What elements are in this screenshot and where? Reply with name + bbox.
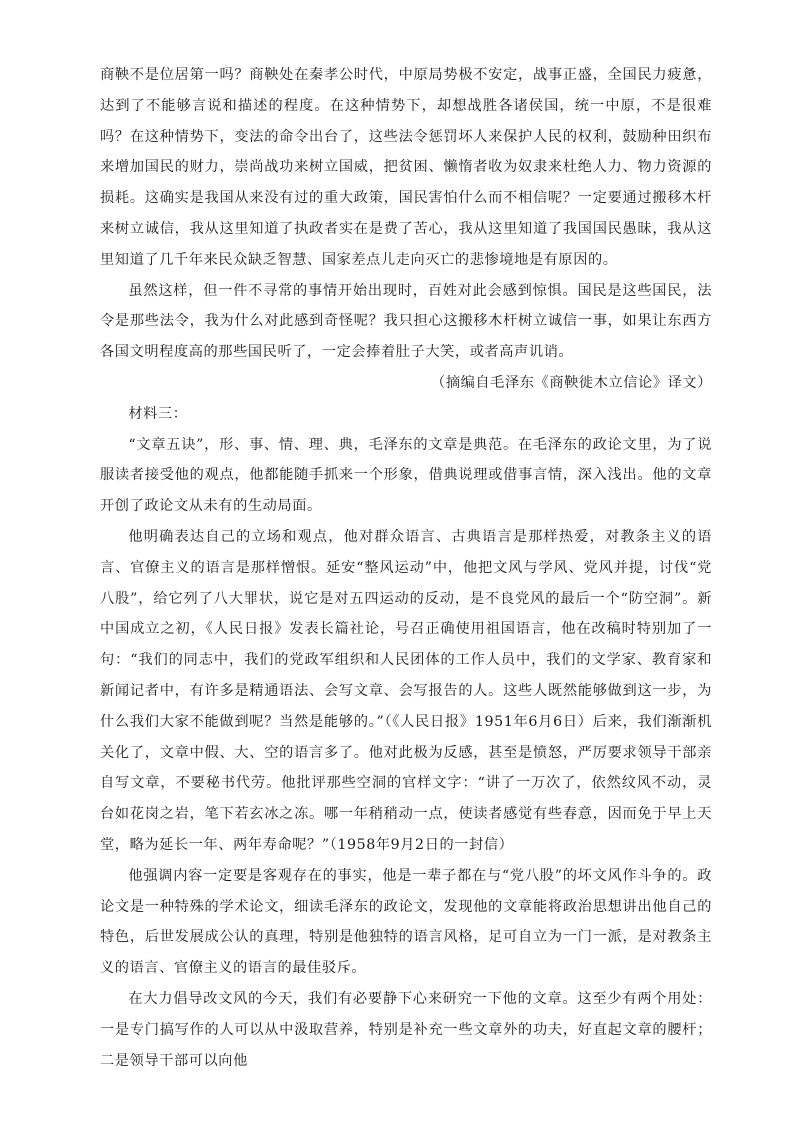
material3-paragraph-4: 在大力倡导改文风的今天，我们有必要静下心来研究一下他的文章。这至少有两个用处：一是专门搞写作的人可以从中汲取营养，特别是补充一些文章外的功夫，好直起文章的腰杆；二是领导干部可以向他	[100, 990, 712, 1069]
material2-paragraph-1: 商鞅不是位居第一吗？商鞅处在秦孝公时代，中原局势极不安定，战事正盛，全国民力疲惫，达到了不能够言说和描述的程度。在这种情势下，却想战胜各诸侯国，统一中原，不是很难吗？在这种情势下，变法的命令出台了，这些法令惩罚坏人来保护人民的权利，鼓励种田织布来增加国民的财力，崇尚战功来树立国威，把贫困、懒惰者收为奴隶来杜绝人力、物力资源的损耗。这确实是我国从来没有过的重大政策，国民害怕什么而不相信呢？一定要通过搬移木杆来树立诚信，我从这里知道了执政者实在是费了苦心，我从这里知道了我国国民愚昧，我从这里知道了几千年来民众缺乏智慧、国家差点儿走向灭亡的悲惨境地是有原因的。	[100, 67, 712, 268]
material3-paragraph-1: “文章五诀”，形、事、情、理、典，毛泽东的文章是典范。在毛泽东的政论文里，为了说服读者接受他的观点，他都能随手抓来一个形象，借典说理或借事言情，深入浅出。他的文章开创了政论文从未有的生动局面。	[100, 436, 712, 515]
material2-source-citation: （摘编自毛泽东《商鞅徙木立信论》译文）	[431, 374, 712, 391]
material3-paragraph-2: 他明确表达自己的立场和观点，他对群众语言、古典语言是那样热爱，对教条主义的语言、官僚主义的语言是那样憎恨。延安“整风运动”中，他把文风与学风、党风并提，讨伐“党八股”，给它列了八大罪状，说它是对五四运动的反动，是不良党风的最后一个“防空洞”。新中国成立之初，《人民日报》发表长篇社论，号召正确使用祖国语言，他在改稿时特别加了一句：“我们的同志中，我们的党政军组织和人民团体的工作人员中，我们的文学家、教育家和新闻记者中，有许多是精通语法、会写文章、会写报告的人。这些人既然能够做到这一步，为什么我们大家不能做到呢？当然是能够的。”（《人民日报》1951年6月6日）后来，我们渐渐机关化了，文章中假、大、空的语言多了。他对此极为反感，甚至是愤怒，严厉要求领导干部亲自写文章，不要秘书代劳。他批评那些空洞的官样文字：“讲了一万次了，依然纹风不动，灵台如花岗之岩，笔下若玄冰之冻。哪一年稍稍动一点，使读者感觉有些春意，因而免于早上天堂，略为延长一年、两年寿命呢？”（1958年9月2日的一封信）	[100, 528, 712, 853]
material2-paragraph-2: 虽然这样，但一件不寻常的事情开始出现时，百姓对此会感到惊惧。国民是这些国民，法令是那些法令，我为什么对此感到奇怪呢？我只担心这搬移木杆树立诚信一事，如果让东西方各国文明程度高的那些国民听了，一定会捧着肚子大笑，或者高声讥诮。	[100, 282, 712, 361]
material3-paragraph-3: 他强调内容一定要是客观存在的事实，他是一辈子都在与“党八股”的坏文风作斗争的。政论文是一种特殊的学术论文，细读毛泽东的政论文，发现他的文章能将政治思想讲出他自己的特色，后世发展成公认的真理，特别是他独特的语言风格，足可自立为一门一派，是对教条主义的语言、官僚主义的语言的最佳驳斥。	[100, 867, 712, 977]
material3-heading: 材料三：	[128, 405, 188, 422]
